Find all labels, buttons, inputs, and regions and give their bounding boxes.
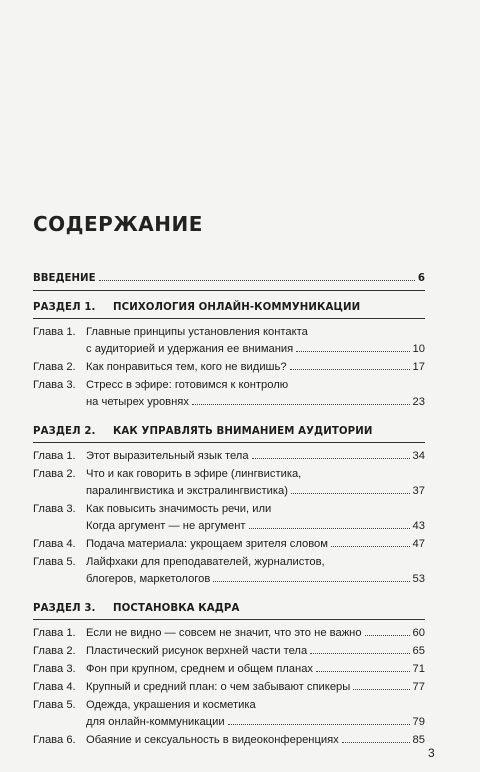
- dot-leader: [310, 653, 409, 654]
- chapter-page: 34: [412, 450, 425, 462]
- chapter-number: Глава 6.: [33, 734, 76, 746]
- chapter-number: Глава 5.: [33, 556, 76, 568]
- dot-leader: [296, 351, 409, 352]
- toc-chapter: [33, 661, 425, 678]
- toc-chapter: [33, 377, 425, 411]
- chapter-title-line: на четырех уровнях: [86, 396, 189, 408]
- section-number: РАЗДЕЛ 2.: [33, 426, 96, 437]
- chapter-title-line: Стресс в эфире: готовимся к контролю: [86, 379, 289, 391]
- section-title: ПСИХОЛОГИЯ ОНЛАЙН-КОММУНИКАЦИИ: [113, 302, 361, 313]
- chapter-page: 65: [412, 645, 425, 657]
- section-number: РАЗДЕЛ 1.: [33, 302, 96, 313]
- divider: [33, 442, 425, 443]
- divider: [33, 318, 425, 319]
- chapter-number: Глава 3.: [33, 663, 76, 675]
- toc-chapter: [33, 448, 425, 465]
- dot-leader: [342, 742, 410, 743]
- sections-container: [33, 300, 425, 749]
- chapter-page: 17: [412, 361, 425, 373]
- chapter-page: 85: [412, 734, 425, 746]
- toc-chapter: [33, 697, 425, 731]
- chapter-title-line: Главные принципы установления контакта: [86, 326, 308, 338]
- intro-page: 6: [417, 273, 425, 284]
- chapter-title-line: Когда аргумент — не аргумент: [86, 520, 246, 532]
- toc-chapter: [33, 679, 425, 696]
- toc-section: [33, 601, 425, 749]
- chapter-title-line: Лайфхаки для преподавателей, журналистов,: [86, 556, 325, 568]
- dot-leader: [252, 458, 410, 459]
- divider: [33, 290, 425, 291]
- chapter-title-line: с аудиторией и удержания ее внимания: [86, 343, 294, 355]
- dot-leader: [213, 581, 409, 582]
- section-heading: [33, 601, 425, 616]
- dot-leader: [290, 369, 410, 370]
- chapter-title-line: Крупный и средний план: о чем забывают спикеры: [86, 681, 351, 693]
- chapter-title-line: паралингвистика и экстралингвистика): [86, 485, 288, 497]
- chapter-page: 77: [412, 681, 425, 693]
- chapter-title-line: Одежда, украшения и косметика: [86, 699, 256, 711]
- dot-leader: [192, 404, 410, 405]
- chapter-page: 47: [412, 538, 425, 550]
- chapter-page: 37: [412, 485, 425, 497]
- toc-chapter: [33, 554, 425, 588]
- chapter-page: 53: [412, 573, 425, 585]
- chapter-page: 23: [412, 396, 425, 408]
- chapter-number: Глава 2.: [33, 361, 76, 373]
- dot-leader: [316, 671, 410, 672]
- dot-leader: [228, 724, 410, 725]
- chapter-page: 43: [412, 520, 425, 532]
- dot-leader: [365, 635, 410, 636]
- chapter-page: 10: [412, 343, 425, 355]
- section-heading: [33, 424, 425, 439]
- toc-chapter: [33, 324, 425, 358]
- chapter-title-line: для онлайн-коммуникации: [86, 716, 225, 728]
- page-title: СОДЕРЖАНИЕ: [33, 212, 203, 236]
- chapter-number: Глава 2.: [33, 468, 76, 480]
- dot-leader: [353, 689, 409, 690]
- section-title: ПОСТАНОВКА КАДРА: [113, 603, 240, 614]
- chapter-number: Глава 3.: [33, 379, 76, 391]
- chapter-title-line: Что и как говорить в эфире (лингвистика,: [86, 468, 302, 480]
- chapter-number: Глава 3.: [33, 503, 76, 515]
- chapter-title-line: Как понравиться тем, кого не видишь?: [86, 361, 287, 373]
- table-of-contents: [33, 270, 425, 750]
- chapter-page: 60: [412, 627, 425, 639]
- chapter-title-line: Пластический рисунок верхней части тела: [86, 645, 308, 657]
- chapter-number: Глава 1.: [33, 450, 76, 462]
- chapter-number: Глава 1.: [33, 627, 76, 639]
- chapter-number: Глава 5.: [33, 699, 76, 711]
- dot-leader: [99, 280, 415, 281]
- chapter-number: Глава 1.: [33, 326, 76, 338]
- toc-chapter: [33, 466, 425, 500]
- toc-chapter: [33, 643, 425, 660]
- section-number: РАЗДЕЛ 3.: [33, 603, 96, 614]
- chapter-number: Глава 4.: [33, 538, 76, 550]
- toc-chapter: [33, 359, 425, 376]
- section-heading: [33, 300, 425, 315]
- chapter-title-line: Подача материала: укрощаем зрителя словом: [86, 538, 328, 550]
- toc-section: [33, 300, 425, 411]
- chapter-number: Глава 2.: [33, 645, 76, 657]
- divider: [33, 619, 425, 620]
- toc-chapter: [33, 536, 425, 553]
- toc-intro-row: [33, 270, 425, 287]
- chapter-number: Глава 4.: [33, 681, 76, 693]
- intro-label: ВВЕДЕНИЕ: [33, 273, 96, 284]
- page-number: 3: [428, 746, 435, 760]
- toc-chapter: [33, 732, 425, 749]
- chapter-title-line: Как повысить значимость речи, или: [86, 503, 272, 515]
- chapter-page: 79: [412, 716, 425, 728]
- dot-leader: [331, 546, 410, 547]
- chapter-title-line: Если не видно — совсем не значит, что это не важно: [86, 627, 362, 639]
- section-title: КАК УПРАВЛЯТЬ ВНИМАНИЕМ АУДИТОРИИ: [113, 426, 373, 437]
- chapter-title-line: Фон при крупном, среднем и общем планах: [86, 663, 314, 675]
- toc-chapter: [33, 625, 425, 642]
- chapter-title-line: блогеров, маркетологов: [86, 573, 211, 585]
- dot-leader: [249, 528, 410, 529]
- chapter-title-line: Этот выразительный язык тела: [86, 450, 249, 462]
- dot-leader: [291, 493, 410, 494]
- chapter-title-line: Обаяние и сексуальность в видеоконференциях: [86, 734, 339, 746]
- toc-chapter: [33, 501, 425, 535]
- chapter-page: 71: [412, 663, 425, 675]
- toc-section: [33, 424, 425, 588]
